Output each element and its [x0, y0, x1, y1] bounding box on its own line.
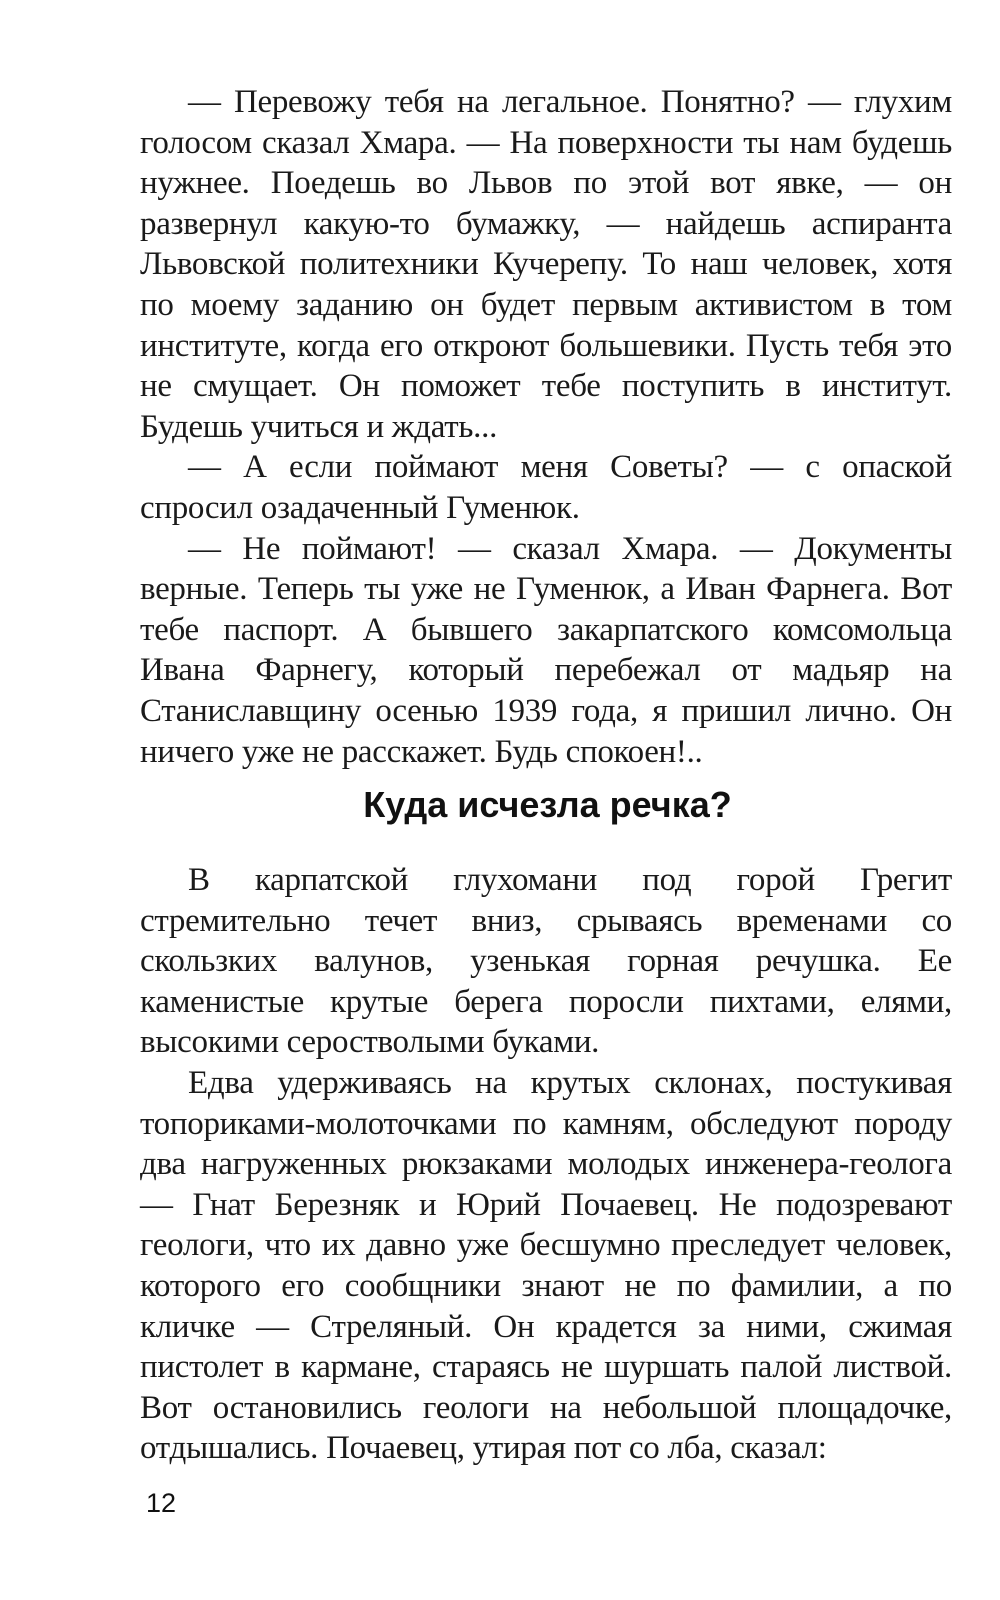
paragraph: В карпатской глухомани под горой Грегит стремительно течет вниз, срываясь временами со скользких валунов, узенькая горная речушка. Ее каменистые крутые берега поросли пихтами, елями, высокими серостволыми буками. [140, 862, 952, 1061]
paragraph: Едва удерживаясь на крутых склонах, постукивая топориками-молоточками по камням, обследуют породу два нагруженных рюкзаками молодых инженера-геолога — Гнат Березняк и Юрий Почаевец. Не подозревают геологи, что их давно уже бесшумно преследует человек, которого его сообщники знают не по фамилии, а по кличке — Стреляный. Он крадется за ними, сжимая пистолет в кармане, стараясь не шуршать палой листвой. Вот остановились геологи на небольшой площадочке, отдышались. Почаевец, утирая пот со лба, сказал: [140, 1064, 952, 1467]
chapter-heading: Куда исчезла речка? [363, 784, 732, 825]
paragraph: — Перевожу тебя на легальное. Понятно? — глухим голосом сказал Хмара. — На поверхности ты нам будешь нужнее. Поедешь во Львов по этой вот явке, — он развернул какую-то бумажку, — найдешь аспиранта Львовской политехники Кучерепу. То наш человек, хотя по моему заданию он будет первым активистом в том институте, когда его откроют большевики. Пусть тебя это не смущает. Он поможет тебе поступить в институт. Будешь учиться и ждать... [140, 84, 952, 445]
paragraph: — Не поймают! — сказал Хмара. — Документы верные. Теперь ты уже не Гуменюк, а Иван Фарнега. Вот тебе паспорт. А бывшего закарпатского комсомольца Ивана Фарнегу, который перебежал от мадьяр на Станиславщину осенью 1939 года, я пришил лично. Он ничего уже не расскажет. Будь спокоен!.. [140, 530, 952, 770]
text-block-top [140, 82, 952, 772]
text-block-bottom [140, 860, 952, 1469]
page-number: 12 [146, 1488, 177, 1518]
paragraph: — А если поймают меня Советы? — с опаской спросил озадаченный Гуменюк. [140, 449, 952, 526]
